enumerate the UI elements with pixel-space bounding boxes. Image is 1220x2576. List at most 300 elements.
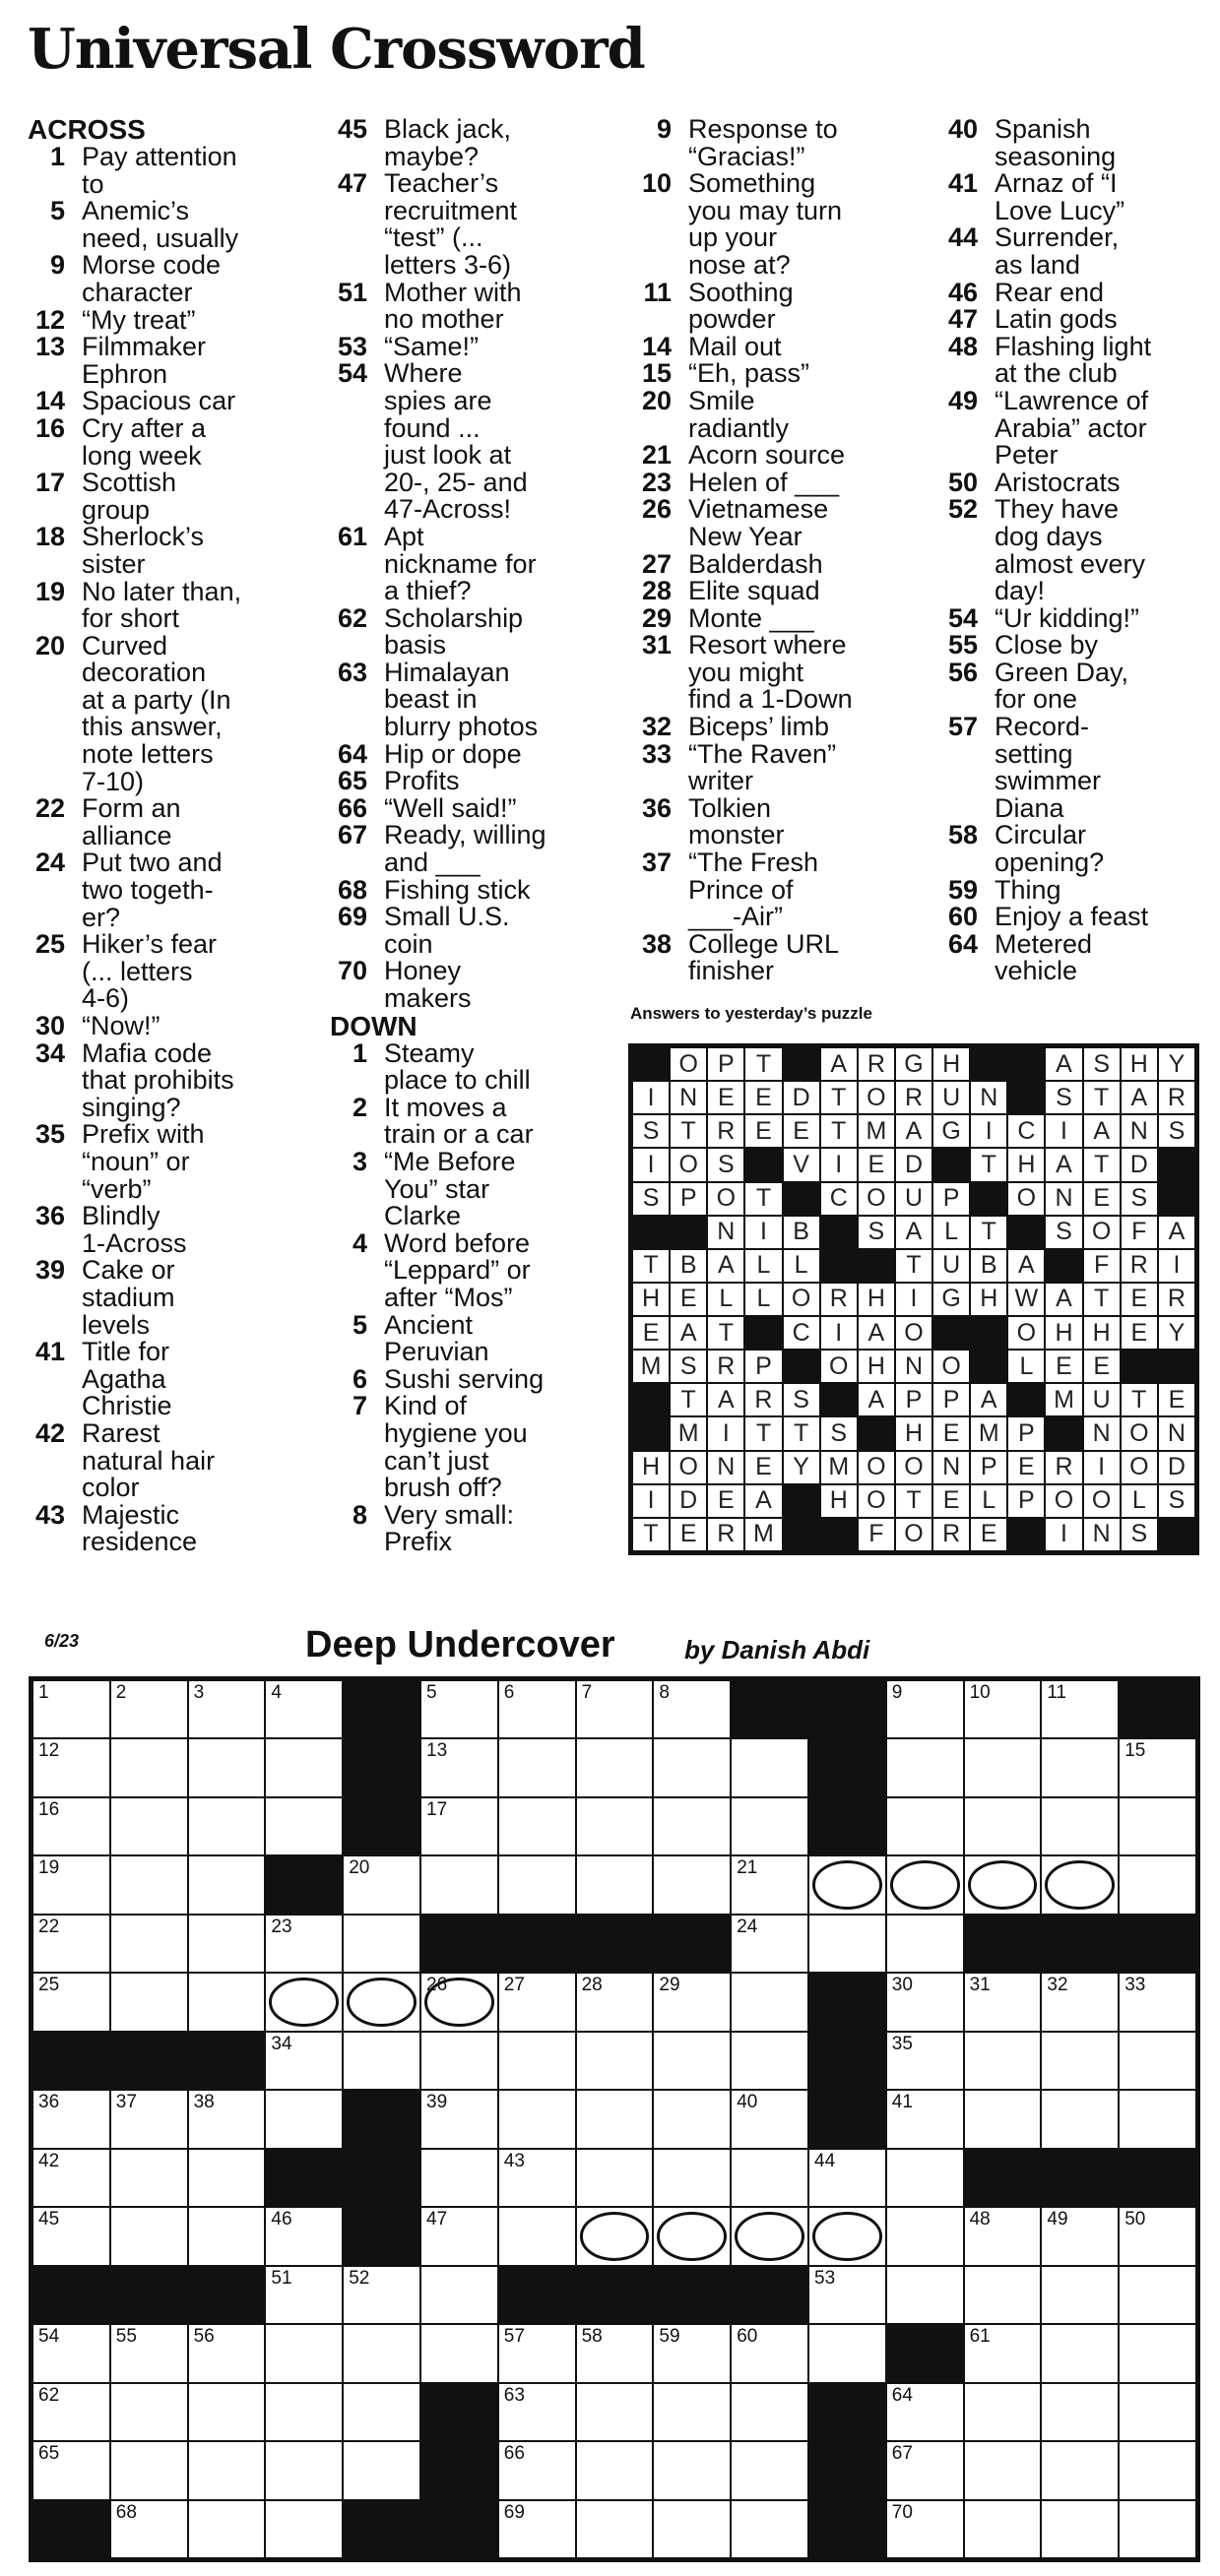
clue-number: 5	[352, 1309, 367, 1340]
grid-cell[interactable]	[1041, 1855, 1119, 1914]
grid-cell[interactable]	[731, 1738, 808, 1796]
grid-cell[interactable]	[886, 2207, 964, 2265]
grid-cell[interactable]	[653, 2441, 731, 2499]
answer-black-cell	[632, 1047, 670, 1081]
clue-text-line: after “Mos”	[384, 1282, 513, 1312]
clue-number: 14	[34, 386, 65, 416]
grid-cell[interactable]	[964, 1973, 1042, 2031]
grid-cell[interactable]	[1119, 2441, 1196, 2499]
clue-text-line: Anemic’s	[82, 196, 190, 226]
clue-text-line: monster	[688, 820, 785, 850]
grid-cell[interactable]	[498, 2324, 576, 2382]
clue-number: 56	[947, 657, 978, 687]
clue-text-line: Balderdash	[688, 548, 823, 579]
answer-letter-cell: D	[670, 1484, 707, 1518]
grid-cell[interactable]	[110, 1973, 188, 2031]
clue-text-line: “The Raven”	[688, 738, 837, 769]
grid-cell[interactable]	[1119, 2207, 1196, 2265]
grid-cell[interactable]	[1041, 1973, 1119, 2031]
grid-cell[interactable]	[808, 2207, 886, 2265]
grid-cell[interactable]	[1041, 2090, 1119, 2148]
grid-cell[interactable]	[576, 1973, 654, 2031]
answer-letter-cell: E	[1083, 1182, 1121, 1216]
answer-letter-cell: A	[1045, 1283, 1082, 1316]
grid-cell[interactable]	[964, 2032, 1042, 2090]
answer-letter-cell: S	[1158, 1484, 1195, 1518]
grid-black-cell	[808, 1797, 886, 1855]
answer-black-cell	[1158, 1148, 1195, 1181]
cell-number: 8	[659, 1682, 670, 1703]
grid-cell[interactable]	[653, 1973, 731, 2031]
cell-number: 31	[969, 1975, 991, 1996]
clue-text-line: Peruvian	[384, 1337, 489, 1367]
cell-number: 3	[193, 1682, 205, 1703]
grid-cell[interactable]	[32, 1738, 110, 1796]
clue-number: 22	[34, 793, 65, 824]
answers-title: Answers to yesterday’s puzzle	[630, 1004, 872, 1023]
clue-number: 11	[643, 277, 672, 307]
grid-cell[interactable]	[964, 2266, 1042, 2324]
grid-cell[interactable]	[420, 2324, 498, 2382]
answer-letter-cell: T	[632, 1249, 670, 1283]
grid-cell[interactable]	[1119, 2090, 1196, 2148]
grid-cell[interactable]	[420, 2032, 498, 2090]
grid-cell[interactable]	[576, 2383, 654, 2441]
answer-letter-cell: O	[1083, 1216, 1121, 1249]
grid-cell[interactable]	[110, 2441, 188, 2499]
answer-letter-cell: O	[858, 1451, 895, 1484]
clue-text-line: Circular	[995, 820, 1087, 850]
clue-text-line: train or a car	[384, 1119, 534, 1150]
clue-text-line: color	[82, 1473, 140, 1503]
clue-text-line: alliance	[82, 820, 172, 850]
clue	[330, 116, 625, 170]
grid-cell[interactable]	[110, 1855, 188, 1914]
answer-letter-cell: R	[895, 1081, 932, 1114]
grid-cell[interactable]	[498, 1973, 576, 2031]
clue-number: 41	[34, 1337, 65, 1367]
answer-letter-cell: A	[707, 1249, 744, 1283]
grid-cell[interactable]	[808, 2324, 886, 2382]
grid-cell[interactable]	[188, 1855, 266, 1914]
grid-cell[interactable]	[731, 2383, 808, 2441]
clue-number: 44	[947, 222, 978, 253]
grid-cell[interactable]	[420, 2207, 498, 2265]
grid-cell[interactable]	[964, 2324, 1042, 2382]
grid-cell[interactable]	[964, 2090, 1042, 2148]
clue-text-line: Rarest	[82, 1417, 161, 1448]
clue	[940, 116, 1220, 170]
clue	[940, 904, 1220, 931]
answer-black-cell	[744, 1148, 782, 1181]
clue-number: 14	[641, 331, 672, 361]
grid-cell[interactable]	[265, 2090, 343, 2148]
grid-cell[interactable]	[886, 2500, 964, 2558]
grid-cell[interactable]	[265, 1738, 343, 1796]
grid-cell[interactable]	[188, 1915, 266, 1973]
grid-cell[interactable]	[420, 1855, 498, 1914]
grid-cell[interactable]	[343, 2441, 420, 2499]
grid-cell[interactable]	[1119, 1738, 1196, 1796]
grid-cell[interactable]	[188, 1680, 266, 1738]
circle-marker	[968, 1860, 1038, 1909]
grid-cell[interactable]	[188, 2149, 266, 2207]
grid-cell[interactable]	[653, 2383, 731, 2441]
clue-number: 16	[34, 412, 65, 443]
grid-cell[interactable]	[731, 1973, 808, 2031]
grid-black-cell	[731, 1680, 808, 1738]
grid-cell[interactable]	[110, 1738, 188, 1796]
grid-cell[interactable]	[498, 2383, 576, 2441]
clue-column-4	[940, 116, 1220, 985]
grid-cell[interactable]	[808, 1855, 886, 1914]
answer-letter-cell: T	[970, 1216, 1007, 1249]
grid-cell[interactable]	[498, 1855, 576, 1914]
grid-cell[interactable]	[886, 1797, 964, 1855]
grid-cell[interactable]	[576, 1738, 654, 1796]
clue-text-line: Ready, willing	[384, 820, 546, 850]
cell-number: 49	[1047, 2209, 1068, 2230]
grid-cell[interactable]	[1041, 2500, 1119, 2558]
answer-letter-cell: O	[783, 1283, 820, 1316]
grid-cell[interactable]	[886, 2032, 964, 2090]
grid-cell[interactable]	[188, 1738, 266, 1796]
grid-cell[interactable]	[731, 2500, 808, 2558]
grid-cell[interactable]	[1041, 1738, 1119, 1796]
page-title: Universal Crossword	[28, 17, 645, 82]
answer-letter-cell: N	[1083, 1518, 1121, 1551]
answer-letter-cell: I	[1083, 1451, 1121, 1484]
grid-cell[interactable]	[653, 2090, 731, 2148]
grid-cell[interactable]	[731, 1855, 808, 1914]
clue-text-line: 7-10)	[82, 766, 145, 796]
grid-cell[interactable]	[731, 2032, 808, 2090]
grid-cell[interactable]	[32, 2383, 110, 2441]
clue	[940, 928, 1220, 986]
grid-cell[interactable]	[964, 2500, 1042, 2558]
grid-cell[interactable]	[1119, 2032, 1196, 2090]
answer-letter-cell: S	[820, 1416, 858, 1450]
cell-number: 27	[503, 1975, 525, 1996]
grid-cell[interactable]	[1119, 2266, 1196, 2324]
grid-cell[interactable]	[420, 1680, 498, 1738]
grid-cell[interactable]	[32, 2324, 110, 2382]
clue-text-line: Spacious car	[82, 386, 236, 416]
grid-cell[interactable]	[653, 2032, 731, 2090]
grid-cell[interactable]	[188, 2500, 266, 2558]
answer-letter-cell: B	[783, 1216, 820, 1249]
grid-black-cell	[343, 1738, 420, 1796]
grid-cell[interactable]	[265, 2266, 343, 2324]
grid-cell[interactable]	[188, 1973, 266, 2031]
clue-number: 23	[641, 467, 672, 497]
clue-text-line: maybe?	[384, 141, 480, 171]
grid-cell[interactable]	[265, 2324, 343, 2382]
answer-letter-cell: P	[932, 1182, 970, 1216]
grid-cell[interactable]	[653, 1680, 731, 1738]
grid-cell[interactable]	[964, 1738, 1042, 1796]
cell-number: 44	[814, 2150, 836, 2171]
grid-cell[interactable]	[653, 1855, 731, 1914]
clue-number: 40	[947, 114, 978, 144]
grid-cell[interactable]	[188, 2441, 266, 2499]
grid-cell[interactable]	[343, 2324, 420, 2382]
grid-cell[interactable]	[32, 2090, 110, 2148]
grid-cell[interactable]	[343, 1915, 420, 1973]
answer-letter-cell: L	[1007, 1350, 1045, 1383]
answer-letter-cell: P	[744, 1350, 782, 1383]
clue-number: 29	[641, 602, 672, 633]
circle-marker	[1045, 1860, 1115, 1909]
cell-number: 11	[1047, 1682, 1067, 1703]
grid-cell[interactable]	[1041, 1680, 1119, 1738]
grid-cell[interactable]	[576, 2441, 654, 2499]
grid-cell[interactable]	[1041, 2441, 1119, 2499]
grid-cell[interactable]	[110, 2149, 188, 2207]
grid-cell[interactable]	[964, 2441, 1042, 2499]
grid-cell[interactable]	[265, 2500, 343, 2558]
grid-cell[interactable]	[653, 2207, 731, 2265]
grid-cell[interactable]	[498, 1797, 576, 1855]
grid-cell[interactable]	[576, 2149, 654, 2207]
grid-cell[interactable]	[498, 1738, 576, 1796]
clue-text-line: Small U.S.	[384, 902, 510, 932]
clue-text-line: Hiker’s fear	[82, 929, 218, 960]
grid-cell[interactable]	[1119, 2324, 1196, 2382]
grid-cell[interactable]	[420, 1973, 498, 2031]
grid-cell[interactable]	[576, 2207, 654, 2265]
clue-text-line: Smile	[688, 385, 755, 415]
grid-cell[interactable]	[110, 2383, 188, 2441]
clue-text-line: powder	[688, 304, 776, 335]
grid-cell[interactable]	[808, 2266, 886, 2324]
grid-cell[interactable]	[265, 2383, 343, 2441]
grid-cell[interactable]	[498, 1680, 576, 1738]
answer-letter-cell: T	[895, 1249, 932, 1283]
grid-cell[interactable]	[886, 1915, 964, 1973]
grid-cell[interactable]	[1041, 2324, 1119, 2382]
grid-cell[interactable]	[576, 2324, 654, 2382]
grid-cell[interactable]	[498, 2500, 576, 2558]
grid-cell[interactable]	[110, 2090, 188, 2148]
answer-letter-cell: M	[970, 1416, 1007, 1450]
clue	[330, 170, 625, 279]
grid-black-cell	[420, 2441, 498, 2499]
grid-cell[interactable]	[886, 2149, 964, 2207]
grid-cell[interactable]	[498, 2441, 576, 2499]
grid-cell[interactable]	[731, 2090, 808, 2148]
grid-cell[interactable]	[32, 2207, 110, 2265]
grid-cell[interactable]	[653, 2324, 731, 2382]
clue	[634, 928, 930, 986]
grid-cell[interactable]	[188, 2207, 266, 2265]
grid-cell[interactable]	[498, 2032, 576, 2090]
clue-number: 37	[641, 848, 672, 878]
grid-cell[interactable]	[808, 2149, 886, 2207]
grid-cell[interactable]	[420, 1738, 498, 1796]
clue	[634, 360, 930, 388]
grid-cell[interactable]	[420, 2266, 498, 2324]
grid-cell[interactable]	[110, 2324, 188, 2382]
clue-text-line: singing?	[82, 1092, 181, 1122]
grid-cell[interactable]	[731, 2207, 808, 2265]
grid-cell[interactable]	[576, 1680, 654, 1738]
clue	[28, 1013, 323, 1040]
grid-cell[interactable]	[32, 1973, 110, 2031]
grid-cell[interactable]	[32, 2149, 110, 2207]
cell-number: 42	[38, 2150, 60, 2171]
grid-cell[interactable]	[808, 1915, 886, 1973]
cell-number: 47	[426, 2209, 448, 2230]
grid-cell[interactable]	[1119, 2500, 1196, 2558]
grid-cell[interactable]	[886, 2441, 964, 2499]
grid-cell[interactable]	[32, 1855, 110, 1914]
answer-letter-cell: H	[858, 1350, 895, 1383]
grid-cell[interactable]	[731, 1797, 808, 1855]
grid-cell[interactable]	[731, 2441, 808, 2499]
grid-cell[interactable]	[188, 1797, 266, 1855]
grid-cell[interactable]	[110, 2500, 188, 2558]
grid-black-cell	[576, 1915, 654, 1973]
grid-cell[interactable]	[964, 2207, 1042, 2265]
clue-text-line: “Ur kidding!”	[995, 602, 1140, 633]
grid-cell[interactable]	[32, 1915, 110, 1973]
answer-letter-cell: O	[895, 1451, 932, 1484]
answer-letter-cell: O	[858, 1081, 895, 1114]
grid-cell[interactable]	[653, 2500, 731, 2558]
cell-number: 12	[38, 1740, 60, 1762]
cell-number: 64	[891, 2384, 913, 2406]
grid-cell[interactable]	[32, 2441, 110, 2499]
clue-text-line: They have	[995, 494, 1120, 525]
grid-cell[interactable]	[188, 2383, 266, 2441]
grid-cell[interactable]	[188, 2090, 266, 2148]
grid-cell[interactable]	[265, 2032, 343, 2090]
grid-cell[interactable]	[1041, 1797, 1119, 1855]
grid-cell[interactable]	[576, 2090, 654, 2148]
grid-cell[interactable]	[576, 1797, 654, 1855]
grid-cell[interactable]	[886, 2090, 964, 2148]
grid-cell[interactable]	[964, 1797, 1042, 1855]
grid-cell[interactable]	[32, 1680, 110, 1738]
grid-cell[interactable]	[653, 1738, 731, 1796]
grid-cell[interactable]	[265, 1973, 343, 2031]
grid-cell[interactable]	[1119, 1973, 1196, 2031]
clue-text-line: writer	[688, 766, 753, 796]
grid-cell[interactable]	[1041, 2207, 1119, 2265]
grid-cell[interactable]	[420, 1797, 498, 1855]
grid-cell[interactable]	[886, 1973, 964, 2031]
clue	[330, 521, 625, 606]
answer-black-cell	[1158, 1518, 1195, 1551]
grid-cell[interactable]	[964, 1855, 1042, 1914]
grid-cell[interactable]	[343, 2032, 420, 2090]
grid-cell[interactable]	[576, 1855, 654, 1914]
grid-cell[interactable]	[576, 2032, 654, 2090]
grid-cell[interactable]	[1041, 2266, 1119, 2324]
grid-black-cell	[343, 2090, 420, 2148]
grid-cell[interactable]	[110, 2207, 188, 2265]
grid-cell[interactable]	[576, 2500, 654, 2558]
clue-text-line: You” star	[384, 1173, 490, 1204]
answer-letter-cell: O	[820, 1350, 858, 1383]
grid-cell[interactable]	[265, 1915, 343, 1973]
grid-cell[interactable]	[343, 1855, 420, 1914]
answer-letter-cell: N	[1158, 1416, 1195, 1450]
grid-cell[interactable]	[110, 1680, 188, 1738]
grid-cell[interactable]	[343, 2266, 420, 2324]
grid-cell[interactable]	[420, 2090, 498, 2148]
grid-cell[interactable]	[886, 2266, 964, 2324]
grid-cell[interactable]	[498, 2090, 576, 2148]
clue	[28, 849, 323, 931]
answer-letter-cell: E	[632, 1316, 670, 1350]
grid-cell[interactable]	[265, 2441, 343, 2499]
answer-letter-cell: N	[707, 1451, 744, 1484]
answer-letter-cell: N	[670, 1081, 707, 1114]
grid-cell[interactable]	[964, 1680, 1042, 1738]
grid-cell[interactable]	[343, 1973, 420, 2031]
grid-cell[interactable]	[265, 1680, 343, 1738]
grid-cell[interactable]	[731, 2149, 808, 2207]
grid-black-cell	[265, 1855, 343, 1914]
grid-cell[interactable]	[653, 1797, 731, 1855]
answer-letter-cell: T	[1083, 1148, 1121, 1181]
answer-letter-cell: H	[1121, 1047, 1158, 1081]
grid-cell[interactable]	[343, 2383, 420, 2441]
clue-text-line: a thief?	[384, 576, 472, 606]
grid-cell[interactable]	[886, 1738, 964, 1796]
grid-cell[interactable]	[420, 2149, 498, 2207]
answer-letter-cell: E	[970, 1518, 1007, 1551]
byline: by Danish Abdi	[684, 1635, 870, 1665]
grid-cell[interactable]	[886, 1855, 964, 1914]
grid-cell[interactable]	[265, 2207, 343, 2265]
clue-text-line: Rear end	[995, 277, 1105, 307]
grid-cell[interactable]	[886, 1680, 964, 1738]
grid-cell[interactable]	[1119, 2383, 1196, 2441]
grid-cell[interactable]	[731, 1915, 808, 1973]
clue-text-line: 4-6)	[82, 983, 130, 1014]
clue	[28, 1121, 323, 1203]
grid-cell[interactable]	[265, 1797, 343, 1855]
clue	[28, 1037, 323, 1122]
grid-cell[interactable]	[1041, 2032, 1119, 2090]
clue-number: 45	[337, 114, 367, 144]
grid-cell[interactable]	[1041, 2383, 1119, 2441]
clue-number: 48	[947, 331, 978, 361]
grid-black-cell	[653, 2266, 731, 2324]
answer-letter-cell: S	[1121, 1182, 1158, 1216]
grid-cell[interactable]	[498, 2207, 576, 2265]
clue-number: 28	[641, 576, 672, 606]
grid-cell[interactable]	[731, 2324, 808, 2382]
grid-cell[interactable]	[110, 1797, 188, 1855]
clue-text-line: note letters	[82, 739, 214, 770]
grid-cell[interactable]	[498, 2149, 576, 2207]
grid-cell[interactable]	[1119, 1855, 1196, 1914]
grid-cell[interactable]	[110, 1915, 188, 1973]
grid-cell[interactable]	[653, 2149, 731, 2207]
grid-cell[interactable]	[964, 2383, 1042, 2441]
grid-cell[interactable]	[1119, 1797, 1196, 1855]
clue	[634, 467, 930, 497]
grid-cell[interactable]	[188, 2324, 266, 2382]
grid-cell[interactable]	[886, 2383, 964, 2441]
grid-cell[interactable]	[32, 1797, 110, 1855]
clue	[330, 602, 625, 660]
cell-number: 40	[737, 2092, 758, 2113]
